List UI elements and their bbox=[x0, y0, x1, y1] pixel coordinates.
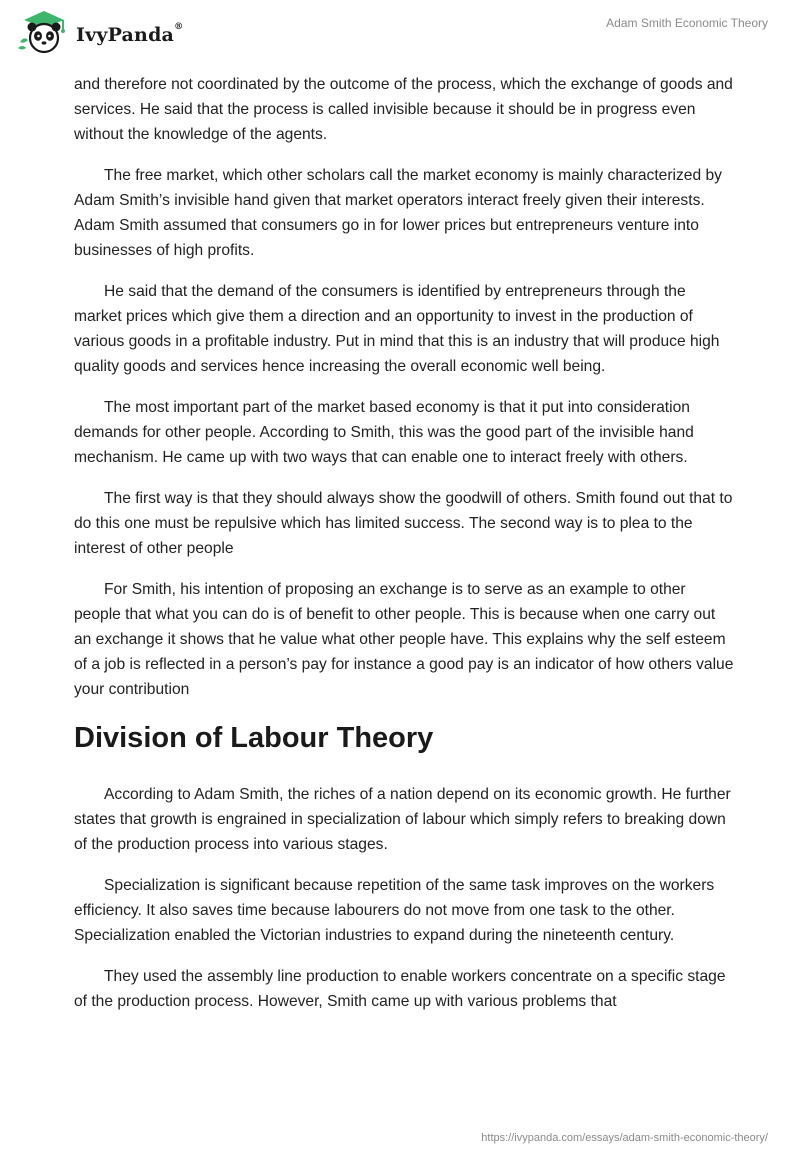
brand-name: IvyPanda® bbox=[76, 22, 184, 46]
section-heading: Division of Labour Theory bbox=[74, 722, 434, 754]
paragraph: According to Adam Smith, the riches of a nation depend on its economic growth. He further states that growth is engrained in specialization of labour which simply refers to breaking down of the production process into various stages. bbox=[74, 786, 731, 853]
paragraph: The first way is that they should always show the goodwill of others. Smith found out that to do this one must be repulsive which has limited success. The second way is to plea to the interest of other people bbox=[74, 490, 733, 557]
paragraph: They used the assembly line production to enable workers concentrate on a specific stage of the production process. However, Smith came up with various problems that bbox=[74, 968, 726, 1010]
page-header bbox=[0, 0, 800, 70]
paragraph: The free market, which other scholars call the market economy is mainly characterized by Adam Smith’s invisible hand given that market operators interact freely given their interests. Adam Smith assumed that consumers go in for lower prices but entrepreneurs venture into businesses of high profits. bbox=[74, 167, 722, 259]
paragraph: Specialization is significant because repetition of the same task improves on the workers efficiency. It also saves time because labourers do not move from one task to the other. Specialization enabled the Victorian industries to expand during the nineteenth century. bbox=[74, 877, 715, 944]
paragraph: He said that the demand of the consumers is identified by entrepreneurs through the market prices which give them a direction and an opportunity to invest in the production of various goods in a profitable industry. Put in mind that this is an industry that will produce high quality goods and services hence increasing the overall economic well being. bbox=[74, 283, 720, 375]
document-title: Adam Smith Economic Theory bbox=[606, 16, 768, 30]
source-url[interactable]: https://ivypanda.com/essays/adam-smith-economic-theory/ bbox=[481, 1132, 768, 1144]
essay-body bbox=[74, 72, 734, 1030]
paragraph: The most important part of the market based economy is that it put into consideration demands for other people. According to Smith, this was the good part of the invisible hand mechanism. He came up with two ways that can enable one to interact freely with others. bbox=[74, 399, 694, 466]
registered-mark: ® bbox=[174, 22, 184, 32]
panda-logo-icon bbox=[14, 8, 70, 56]
ivypanda-logo[interactable] bbox=[14, 8, 183, 56]
paragraph: and therefore not coordinated by the outcome of the process, which the exchange of goods and services. He said that the process is called invisible because it should be in progress even without the knowledge of the agents. bbox=[74, 76, 733, 143]
paragraph: For Smith, his intention of proposing an exchange is to serve as an example to other people that what you can do is of benefit to other people. This is because when one carry out an exchange it shows that he value what other people have. This explains why the self esteem of a job is reflected in a person’s pay for instance a good pay is an indicator of how others value your contribution bbox=[74, 581, 734, 698]
